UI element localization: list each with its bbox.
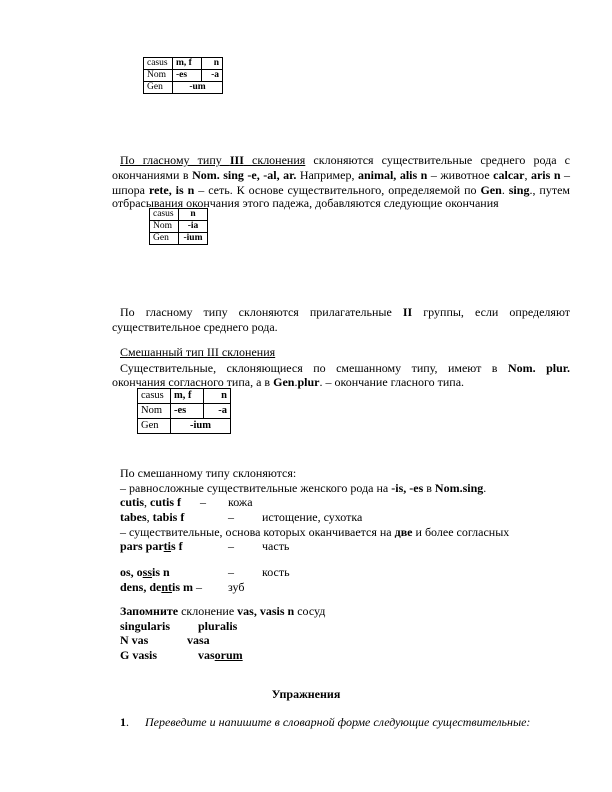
- text-span: II: [402, 305, 413, 319]
- text-span: в: [423, 481, 435, 495]
- text-span: –: [560, 168, 571, 182]
- text-span: шпора: [112, 183, 149, 197]
- word-dash: –: [228, 565, 234, 579]
- text-span: ,: [144, 495, 150, 509]
- text-span: По гласному типу склоняются прилагательные: [120, 305, 403, 319]
- text-span: orum: [214, 648, 243, 662]
- table-cell: Gen: [150, 233, 179, 245]
- text-span: – животное: [427, 168, 494, 182]
- paragraph-1-line-1: [120, 153, 570, 168]
- text-span: Nom. sing -e, -al, ar.: [192, 168, 297, 182]
- table-row: [150, 233, 208, 245]
- table-cell: m, f: [171, 389, 204, 404]
- table-cell: casus: [138, 389, 171, 404]
- text-span: .: [126, 715, 129, 729]
- text-span: III: [229, 153, 244, 167]
- text-span: ,: [146, 510, 153, 524]
- word-entry: [120, 510, 184, 525]
- exercise-1: [120, 715, 530, 730]
- table-row: [138, 389, 231, 404]
- text-span: ., путем: [529, 183, 570, 197]
- table-cell: -es: [171, 404, 204, 419]
- exercise-task: Переведите и напишите в словарной форме следующие существительные:: [145, 715, 531, 729]
- text-span: ,: [524, 168, 531, 182]
- text-span: plur: [297, 375, 320, 389]
- text-span: vas, vasis n: [237, 604, 295, 618]
- text-span: pars par: [120, 539, 164, 553]
- list-item: [120, 525, 509, 540]
- memo-nom-sg: N vas: [120, 633, 149, 647]
- declension-table-3: [137, 388, 231, 434]
- exercises-heading: Упражнения: [271, 687, 341, 701]
- text-span: os, o: [120, 565, 143, 579]
- table-cell: Gen: [138, 419, 171, 434]
- memo-line: [120, 604, 325, 619]
- word-dash: –: [228, 539, 234, 553]
- memo-gen-sg: G vasis: [120, 648, 158, 662]
- text-span: существительное среднего рода.: [112, 320, 278, 334]
- text-span: . – окончание гласного типа.: [319, 375, 465, 389]
- table-cell: -a: [204, 404, 231, 419]
- table-cell: n: [202, 58, 223, 70]
- text-span: vas: [198, 648, 215, 662]
- table-row: [144, 70, 223, 82]
- text-span: Gen: [273, 375, 295, 389]
- text-span: ss: [142, 565, 153, 579]
- table-cell: casus: [144, 58, 173, 70]
- memo-nom-pl: vasa: [187, 633, 210, 647]
- text-span: cutis f: [150, 495, 181, 509]
- text-span: calcar: [493, 168, 525, 182]
- word-entry: [120, 539, 183, 554]
- memo-singularis: singularis: [120, 619, 171, 633]
- table-cell: Nom: [138, 404, 171, 419]
- text-span: dens, de: [120, 580, 162, 594]
- table-row: [144, 82, 223, 94]
- text-span: – равносложные существительные женского рода на: [120, 481, 392, 495]
- table-row: [150, 221, 208, 233]
- text-span: .: [294, 375, 298, 389]
- text-span: склонения: [243, 153, 306, 167]
- text-span: Nom. plur.: [507, 361, 570, 375]
- text-span: – существительные, основа которых оканчивается на: [120, 525, 395, 539]
- text-span: Nom.sing: [434, 481, 484, 495]
- text-span: Запомните: [120, 604, 179, 618]
- table-cell: -a: [202, 70, 223, 82]
- text-span: cutis: [120, 495, 144, 509]
- text-span: Например,: [296, 168, 358, 182]
- word-translation: истощение, сухотка: [262, 510, 363, 524]
- text-span: .: [483, 481, 487, 495]
- table-cell: Nom: [150, 221, 179, 233]
- text-span: -is, -es: [391, 481, 424, 495]
- word-translation: зуб: [228, 580, 245, 594]
- table-cell: n: [179, 209, 208, 221]
- text-span: Gen: [480, 183, 502, 197]
- word-entry: [120, 495, 181, 510]
- text-span: aris n: [530, 168, 561, 182]
- text-span: две: [394, 525, 413, 539]
- text-span: –: [193, 580, 203, 594]
- text-span: По гласному типу: [120, 153, 230, 167]
- text-span: окончания согласного типа, а в: [112, 375, 274, 389]
- text-span: Существительные, склоняющиеся по смешанному типу, имеют в: [120, 361, 508, 375]
- paragraph-2-line-1: [120, 305, 570, 320]
- word-dash: –: [200, 495, 206, 509]
- word-entry: [120, 580, 202, 595]
- word-entry: [120, 565, 170, 580]
- text-span: отбрасывания окончания этого падежа, добавляются следующие окончания: [112, 196, 499, 210]
- list-intro: По смешанному типу склоняются:: [120, 466, 297, 480]
- text-span: окончаниями в: [112, 168, 193, 182]
- declension-table-2: [149, 208, 208, 245]
- text-span: animal, alis n: [357, 168, 428, 182]
- declension-table-1: [143, 57, 223, 94]
- table-cell: casus: [150, 209, 179, 221]
- memo-pluralis: pluralis: [198, 619, 238, 633]
- word-dash: –: [228, 510, 234, 524]
- table-row: [138, 419, 231, 434]
- text-span: rete, is n: [148, 183, 195, 197]
- table-row: [150, 209, 208, 221]
- text-span: – сеть. К основе существительного, определяемой по: [194, 183, 481, 197]
- table-cell: -ium: [171, 419, 231, 434]
- exercise-number: 1: [120, 715, 126, 729]
- table-cell: -ia: [179, 221, 208, 233]
- list-item: [120, 481, 486, 496]
- text-span: is m: [172, 580, 194, 594]
- text-span: сосуд: [294, 604, 326, 618]
- word-translation: часть: [262, 539, 290, 553]
- text-span: tabes: [120, 510, 147, 524]
- text-span: is n: [152, 565, 170, 579]
- text-span: .: [501, 183, 509, 197]
- paragraph-1-line-2: [112, 168, 570, 183]
- text-span: tabis f: [152, 510, 185, 524]
- text-span: группы, если определяют: [412, 305, 570, 319]
- table-cell: Nom: [144, 70, 173, 82]
- table-cell: m, f: [173, 58, 202, 70]
- table-row: [138, 404, 231, 419]
- table-cell: Gen: [144, 82, 173, 94]
- paragraph-2-line-2: [112, 320, 278, 335]
- memo-gen-pl: [198, 648, 243, 663]
- text-span: sing: [508, 183, 530, 197]
- text-span: и более согласных: [412, 525, 510, 539]
- mixed-type-heading: Смешанный тип III склонения: [120, 345, 276, 359]
- text-span: ti: [163, 539, 172, 553]
- word-translation: кость: [262, 565, 290, 579]
- word-translation: кожа: [228, 495, 253, 509]
- table-row: [144, 58, 223, 70]
- table-cell: -um: [173, 82, 223, 94]
- text-span: s f: [171, 539, 183, 553]
- mixed-line-1: [120, 361, 570, 376]
- table-cell: -ium: [179, 233, 208, 245]
- text-span: склоняются существительные среднего рода с: [305, 153, 570, 167]
- table-cell: -es: [173, 70, 202, 82]
- table-cell: n: [204, 389, 231, 404]
- text-span: склонение: [178, 604, 238, 618]
- text-span: nt: [161, 580, 173, 594]
